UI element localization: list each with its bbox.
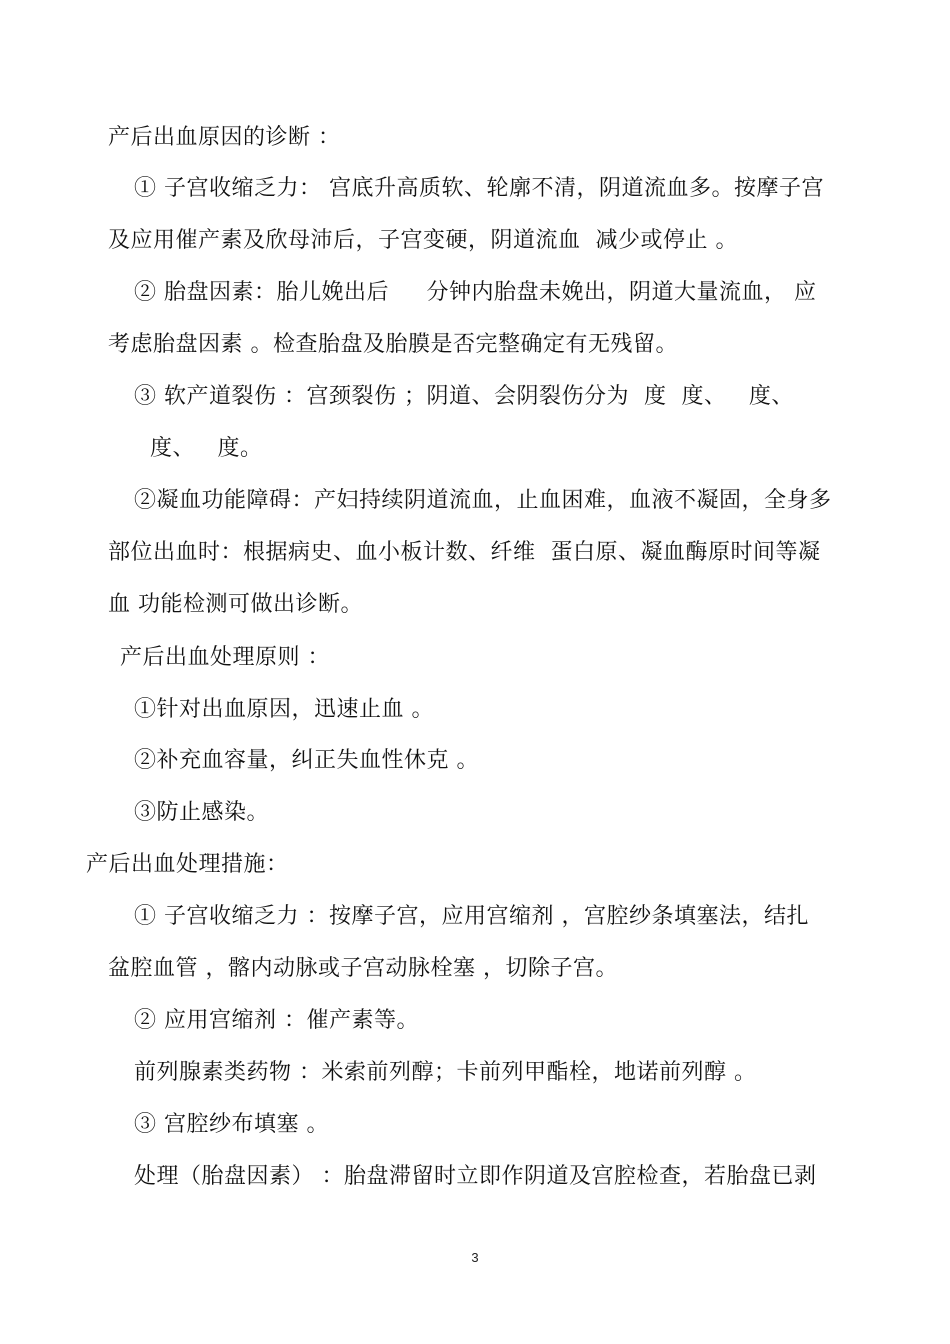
section-heading: 产后出血处理原则 ： [120,645,330,670]
text-line: 产后出血原因的诊断 ： [108,125,341,150]
page-number: 3 [471,1250,479,1265]
text-line: 血 功能检测可做出诊断。 [108,592,363,617]
text-line: ② 胎盘因素：胎儿娩出后 分钟内胎盘未娩出，阴道大量流血， 应 [134,280,817,305]
text-line: 盆腔血管 ，髂内动脉或子宫动脉栓塞 ，切除子宫。 [108,956,618,981]
text-line: 及应用催产素及欣母沛后，子宫变硬，阴道流血 减少或停止 。 [108,228,738,253]
section-heading: 产后出血处理措施： [86,852,289,877]
text-line: ③ 宫腔纱布填塞 。 [134,1112,329,1137]
text-line: 考虑胎盘因素 。检查胎盘及胎膜是否完整确定有无残留。 [108,332,678,357]
text-line: ① 子宫收缩乏力 ：按摩子宫，应用宫缩剂 ，宫腔纱条填塞法，结扎 [134,904,809,929]
text-line: ③ 软产道裂伤 ：宫颈裂伤 ；阴道、会阴裂伤分为 度 度、 度、 [134,384,794,409]
text-line: 度、 度。 [150,436,263,461]
list-item: ①针对出血原因，迅速止血 。 [134,697,434,722]
text-line: ① 子宫收缩乏力： 宫底升高质软、轮廓不清，阴道流血多。按摩子宫 [134,176,824,201]
text-line: 前列腺素类药物 ：米索前列醇；卡前列甲酯栓，地诺前列醇 。 [134,1060,757,1085]
list-item: ③防止感染。 [134,800,270,825]
list-item: ②补充血容量，纠正失血性休克 。 [134,748,479,773]
text-line: 处理（胎盘因素） ：胎盘滞留时立即作阴道及宫腔检查，若胎盘已剥 [134,1164,817,1189]
text-line: ② 应用宫缩剂 ：催产素等。 [134,1008,419,1033]
text-line: 部位出血时：根据病史、血小板计数、纤维 蛋白原、凝血酶原时间等凝 [108,540,821,565]
text-line: ②凝血功能障碍：产妇持续阴道流血，止血困难，血液不凝固，全身多 [134,488,832,513]
